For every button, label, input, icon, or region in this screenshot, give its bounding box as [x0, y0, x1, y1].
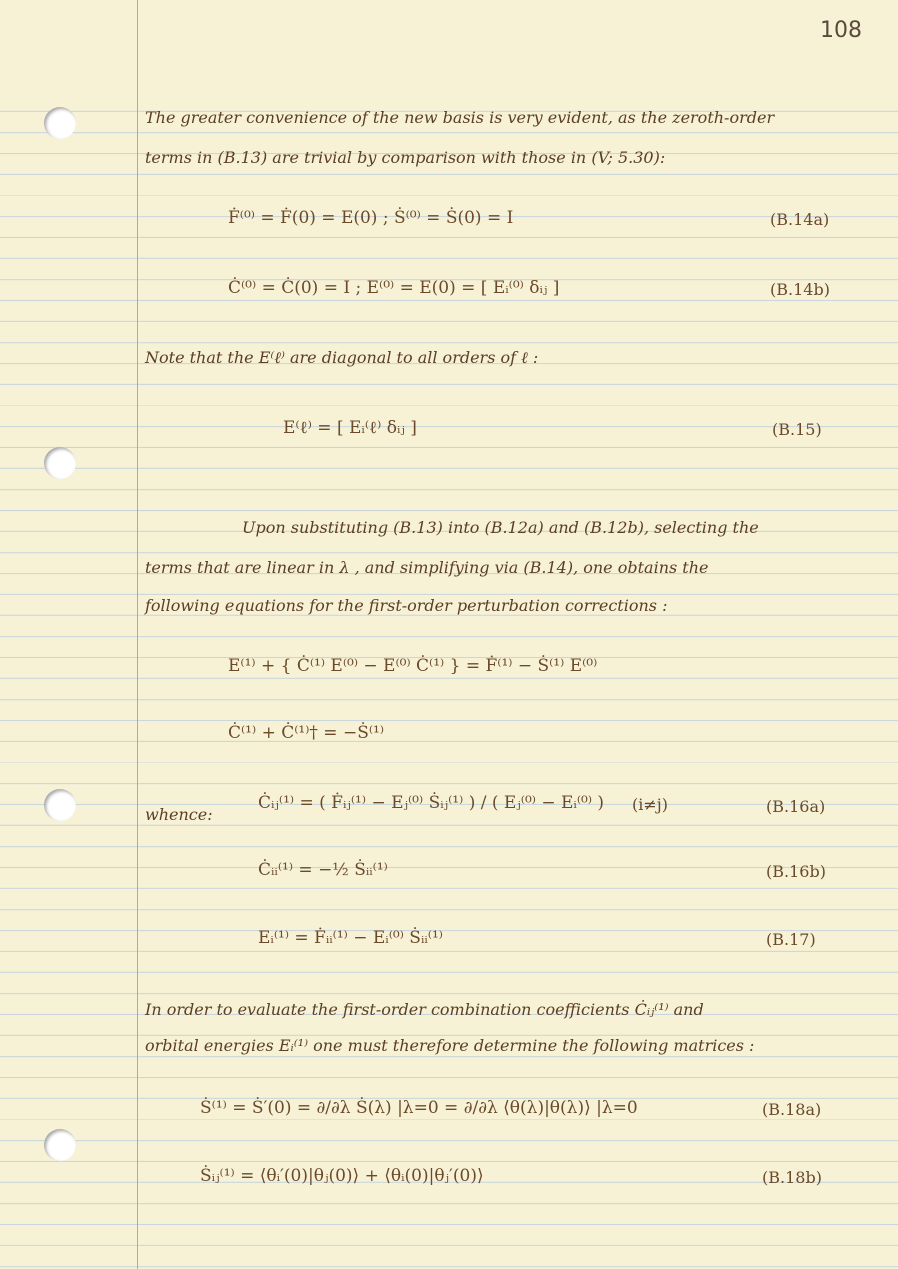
equation-condition-b16a: (i≠j): [632, 795, 668, 814]
equation-first-order-2: Ċ⁽¹⁾ + Ċ⁽¹⁾† = −Ṡ⁽¹⁾: [228, 723, 385, 743]
punch-hole: [44, 107, 76, 139]
equation-label-b16b: (B.16b): [766, 862, 826, 881]
equation-label-b15: (B.15): [772, 420, 822, 439]
para3-line2: orbital energies Eᵢ⁽¹⁾ one must therefore determine the following matrices :: [145, 1036, 755, 1055]
equation-b18a: Ṡ⁽¹⁾ = Ṡ′(0) = ∂/∂λ Ṡ(λ) |λ=0 = ∂/∂λ ⟨θ(λ)|θ(λ)⟩ |λ=0: [200, 1098, 638, 1118]
equation-b16a: Ċᵢⱼ⁽¹⁾ = ( Ḟᵢⱼ⁽¹⁾ − Eⱼ⁽⁰⁾ Ṡᵢⱼ⁽¹⁾ ) / ( Eⱼ⁽⁰⁾ − Eᵢ⁽⁰⁾ ): [258, 793, 605, 813]
equation-label-b14b: (B.14b): [770, 280, 830, 299]
page-number: 108: [820, 18, 862, 43]
equation-b16b: Ċᵢᵢ⁽¹⁾ = −½ Ṡᵢᵢ⁽¹⁾: [258, 860, 388, 880]
equation-b14a: Ḟ⁽⁰⁾ = Ḟ(0) = E(0) ; Ṡ⁽⁰⁾ = Ṡ(0) = I: [228, 208, 514, 228]
para1-line2: terms in (B.13) are trivial by comparison with those in (V; 5.30):: [145, 148, 666, 167]
whence-label: whence:: [145, 805, 213, 824]
equation-b18b: Ṡᵢⱼ⁽¹⁾ = ⟨θᵢ′(0)|θⱼ(0)⟩ + ⟨θᵢ(0)|θⱼ′(0)⟩: [200, 1166, 484, 1186]
punch-hole: [44, 1129, 76, 1161]
equation-label-b16a: (B.16a): [766, 797, 826, 816]
equation-label-b18a: (B.18a): [762, 1100, 822, 1119]
equation-b14b: Ċ⁽⁰⁾ = Ċ(0) = I ; E⁽⁰⁾ = E(0) = [ Eᵢ⁽⁰⁾ δᵢⱼ ]: [228, 278, 560, 298]
punch-hole: [44, 447, 76, 479]
note-line: Note that the E⁽ℓ⁾ are diagonal to all orders of ℓ :: [145, 348, 539, 367]
punch-hole: [44, 789, 76, 821]
para2-line2: terms that are linear in λ , and simplifying via (B.14), one obtains the: [145, 558, 709, 577]
equation-label-b17: (B.17): [766, 930, 816, 949]
para1-line1: The greater convenience of the new basis is very evident, as the zeroth-order: [145, 108, 775, 127]
equation-b15: E⁽ℓ⁾ = [ Eᵢ⁽ℓ⁾ δᵢⱼ ]: [283, 418, 417, 438]
para2-line3: following equations for the first-order perturbation corrections :: [145, 596, 668, 615]
equation-label-b18b: (B.18b): [762, 1168, 822, 1187]
equation-label-b14a: (B.14a): [770, 210, 830, 229]
equation-first-order-1: E⁽¹⁾ + { Ċ⁽¹⁾ E⁽⁰⁾ − E⁽⁰⁾ Ċ⁽¹⁾ } = Ḟ⁽¹⁾ − Ṡ⁽¹⁾ E⁽⁰⁾: [228, 656, 598, 676]
para3-line1: In order to evaluate the first-order combination coefficients Ċᵢⱼ⁽¹⁾ and: [145, 1000, 704, 1019]
para2-line1: Upon substituting (B.13) into (B.12a) and (B.12b), selecting the: [242, 518, 759, 537]
margin-rule: [137, 0, 138, 1269]
page-top-margin: [0, 0, 898, 90]
equation-b17: Eᵢ⁽¹⁾ = Ḟᵢᵢ⁽¹⁾ − Eᵢ⁽⁰⁾ Ṡᵢᵢ⁽¹⁾: [258, 928, 443, 948]
